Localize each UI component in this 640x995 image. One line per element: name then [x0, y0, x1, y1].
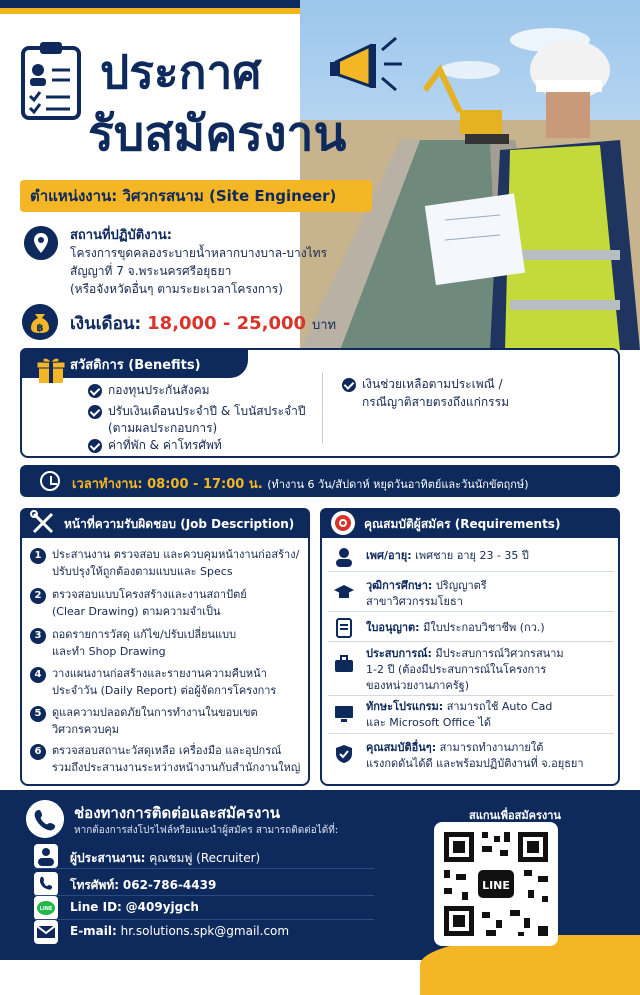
location-line-3: (หรือจังหวัดอื่นๆ ตามระยะเวลาโครงการ) [70, 282, 283, 296]
contact-divider [34, 919, 374, 920]
req-item-6 [366, 740, 614, 772]
req-item-2-value: ปริญญาตรี [435, 579, 487, 592]
jd-item-6 [52, 742, 304, 776]
req-row-divider [328, 540, 614, 572]
jd-number-6: 6 [30, 744, 46, 760]
jd-item-4-line-1: วางแผนงานก่อสร้างและรายงานความคืบหน้า [52, 667, 267, 680]
phone-small-icon [34, 872, 58, 896]
req-item-6-value-2: แรงกดดันได้ดี และพร้อมปฏิบัติงานที่ จ.อยุธยา [366, 757, 584, 770]
req-item-3-value: มีใบประกอบวิชาชีพ (กว.) [423, 621, 545, 634]
jd-item-6-line-2: รวมถึงประสานงานระหว่างหน้างานกับสำนักงานใหญ่ [52, 761, 301, 774]
location-pin-icon [24, 226, 58, 260]
benefits-divider [322, 372, 323, 444]
jd-item-3-line-1: ถอดรายการวัสดุ แก้ไข/ปรับเปลี่ยนแบบ [52, 628, 237, 641]
qr-code-card[interactable] [434, 822, 558, 946]
jd-number-3: 3 [30, 628, 46, 644]
jd-item-6-line-1: ตรวจสอบสถานะวัสดุเหลือ เครื่องมือ และอุปกรณ์ [52, 744, 282, 757]
req-item-1-key: เพศ/อายุ: [366, 549, 412, 562]
salary-unit: บาท [312, 318, 337, 333]
req-item-5-key: ทักษะโปรแกรม: [366, 700, 444, 713]
jd-item-4-line-2: ประจำวัน (Daily Report) ต่อผู้จัดการโครงการ [52, 684, 277, 697]
check-icon [342, 378, 356, 392]
req-row-divider [328, 572, 614, 612]
megaphone-icon [330, 34, 410, 104]
shield-check-icon [334, 744, 354, 764]
contact-subtitle: หากต้องการส่งโปรไฟล์หรือแนะนำผู้สมัคร สามารถติดต่อได้ที่: [74, 825, 339, 836]
svg-text:LINE: LINE [39, 906, 53, 912]
requirements-title: คุณสมบัติผู้สมัคร (Requirements) [364, 517, 561, 531]
req-item-5-value: สามารถใช้ Auto Cad [446, 700, 553, 713]
jd-item-1-line-1: ประสานงาน ตรวจสอบ และควบคุมหน้างานก่อสร้าง/ [52, 548, 300, 561]
position-bar: ตำแหน่งงาน: วิศวกรสนาม (Site Engineer) [20, 180, 372, 212]
jd-item-2-line-1: ตรวจสอบแบบโครงสร้างและงานสถาปัตย์ [52, 588, 247, 601]
salary-value: 18,000 - 25,000 [147, 313, 307, 334]
req-item-6-key: คุณสมบัติอื่นๆ: [366, 741, 437, 754]
benefit-item-2: ปรับเงินเดือนประจำปี & โบนัสประจำปี [108, 404, 306, 418]
line-label: Line ID: [70, 900, 122, 914]
req-row-divider [328, 612, 614, 642]
check-icon [88, 384, 102, 398]
check-icon [88, 439, 102, 453]
contact-coordinator [70, 849, 260, 868]
location-line-2: สัญญาที่ 7 จ.พระนครศรีอยุธยา [70, 264, 232, 278]
jd-item-1-line-2: ปรับปรุงให้ถูกต้องตามแบบและ Specs [52, 565, 233, 578]
location-line-1: โครงการขุดคลองระบายน้ำหลากบางบาล-บางไทร [70, 246, 328, 260]
req-item-2-key: วุฒิการศึกษา: [366, 579, 433, 592]
req-item-4-value-2: 1-2 ปี (ต้องมีประสบการณ์ในโครงการ [366, 663, 547, 676]
line-app-icon [34, 896, 58, 920]
contact-divider [34, 868, 374, 869]
svg-text:฿: ฿ [36, 323, 44, 334]
headline-announcement: ประกาศ [100, 45, 262, 99]
job-description-title: หน้าที่ความรับผิดชอบ (Job Description) [64, 517, 295, 531]
contact-title: ช่องทางการติดต่อและสมัครงาน [74, 804, 280, 822]
benefit-item-4-cont: กรณีญาติสายตรงถึงแก่กรรม [362, 395, 509, 409]
recruiter-icon [34, 844, 58, 868]
jd-number-5: 5 [30, 706, 46, 722]
contact-phone[interactable] [70, 876, 216, 895]
email-value: hr.solutions.spk@gmail.com [120, 924, 290, 938]
coordinator-value: คุณชมพู่ (Recruiter) [149, 851, 261, 865]
phone-icon [26, 800, 64, 838]
req-item-3-key: ใบอนุญาต: [366, 621, 420, 634]
req-item-2-value-2: สาขาวิศวกรรมโยธา [366, 595, 463, 608]
coordinator-label: ผู้ประสานงาน: [70, 851, 146, 865]
jd-number-1: 1 [30, 548, 46, 564]
req-item-4-value: มีประสบการณ์วิศวกรสนาม [435, 647, 564, 660]
req-row-divider [328, 642, 614, 696]
check-icon [88, 405, 102, 419]
target-icon [330, 510, 356, 536]
clock-icon [40, 471, 60, 491]
clipboard-icon [20, 40, 82, 120]
phone-label: โทรศัพท์: [70, 878, 120, 892]
jd-item-2-line-2: (Clear Drawing) ตามความจำเป็น [52, 605, 221, 618]
jd-item-3 [52, 626, 304, 660]
location-title: สถานที่ปฏิบัติงาน: [70, 228, 172, 243]
benefit-item-4: เงินช่วยเหลือตามประเพณี / [362, 377, 503, 391]
benefit-item-2-note: (ตามผลประกอบการ) [108, 421, 218, 435]
req-item-5-value-2: และ Microsoft Office ได้ [366, 716, 492, 729]
contact-line[interactable] [70, 900, 199, 914]
jd-number-2: 2 [30, 588, 46, 604]
money-bag-icon [22, 304, 58, 340]
email-icon [34, 920, 58, 944]
jd-item-1 [52, 546, 304, 580]
scan-to-apply-label: สแกนเพื่อสมัครงาน [469, 809, 561, 822]
benefits-title: สวัสดิการ (Benefits) [70, 358, 201, 373]
tools-icon [30, 510, 56, 536]
work-time-label: เวลาทำงาน: 08:00 - 17:00 น. [72, 477, 263, 492]
contact-email[interactable] [70, 924, 289, 938]
req-item-4-value-3: ของหน่วยงานภาครัฐ) [366, 679, 470, 692]
req-item-6-value: สามารถทำงานภายใต้ [439, 741, 544, 754]
phone-value: 062-786-4439 [122, 878, 217, 892]
salary [70, 310, 336, 337]
jd-number-4: 4 [30, 667, 46, 683]
headline-recruiting: รับสมัครงาน [88, 106, 347, 162]
email-label: E-mail: [70, 924, 117, 938]
work-time-note: (ทำงาน 6 วัน/สัปดาห์ หยุดวันอาทิตย์และวันนักขัตฤกษ์) [267, 478, 529, 491]
jd-item-5 [52, 704, 304, 738]
qr-code [434, 822, 558, 946]
jd-item-5-line-1: ดูแลความปลอดภัยในการทำงานในขอบเขต [52, 706, 258, 719]
salary-label: เงินเดือน: [70, 314, 142, 334]
jd-item-2 [52, 586, 304, 620]
benefit-item-3: ค่าที่พัก & ค่าโทรศัพท์ [108, 438, 222, 452]
req-item-1-value: เพศชาย อายุ 23 - 35 ปี [415, 549, 529, 562]
line-value: @409yjgch [125, 900, 199, 914]
svg-text:LINE: LINE [482, 879, 510, 892]
benefit-item-1: กองทุนประกันสังคม [108, 383, 210, 397]
gift-icon [36, 355, 66, 385]
jd-item-3-line-2: และทำ Shop Drawing [52, 645, 166, 658]
work-time [72, 473, 528, 494]
contact-divider [34, 895, 374, 896]
jd-item-4 [52, 665, 304, 699]
req-item-4-key: ประสบการณ์: [366, 647, 432, 660]
req-row-divider [328, 696, 614, 734]
jd-item-5-line-2: วิศวกรควบคุม [52, 723, 120, 736]
